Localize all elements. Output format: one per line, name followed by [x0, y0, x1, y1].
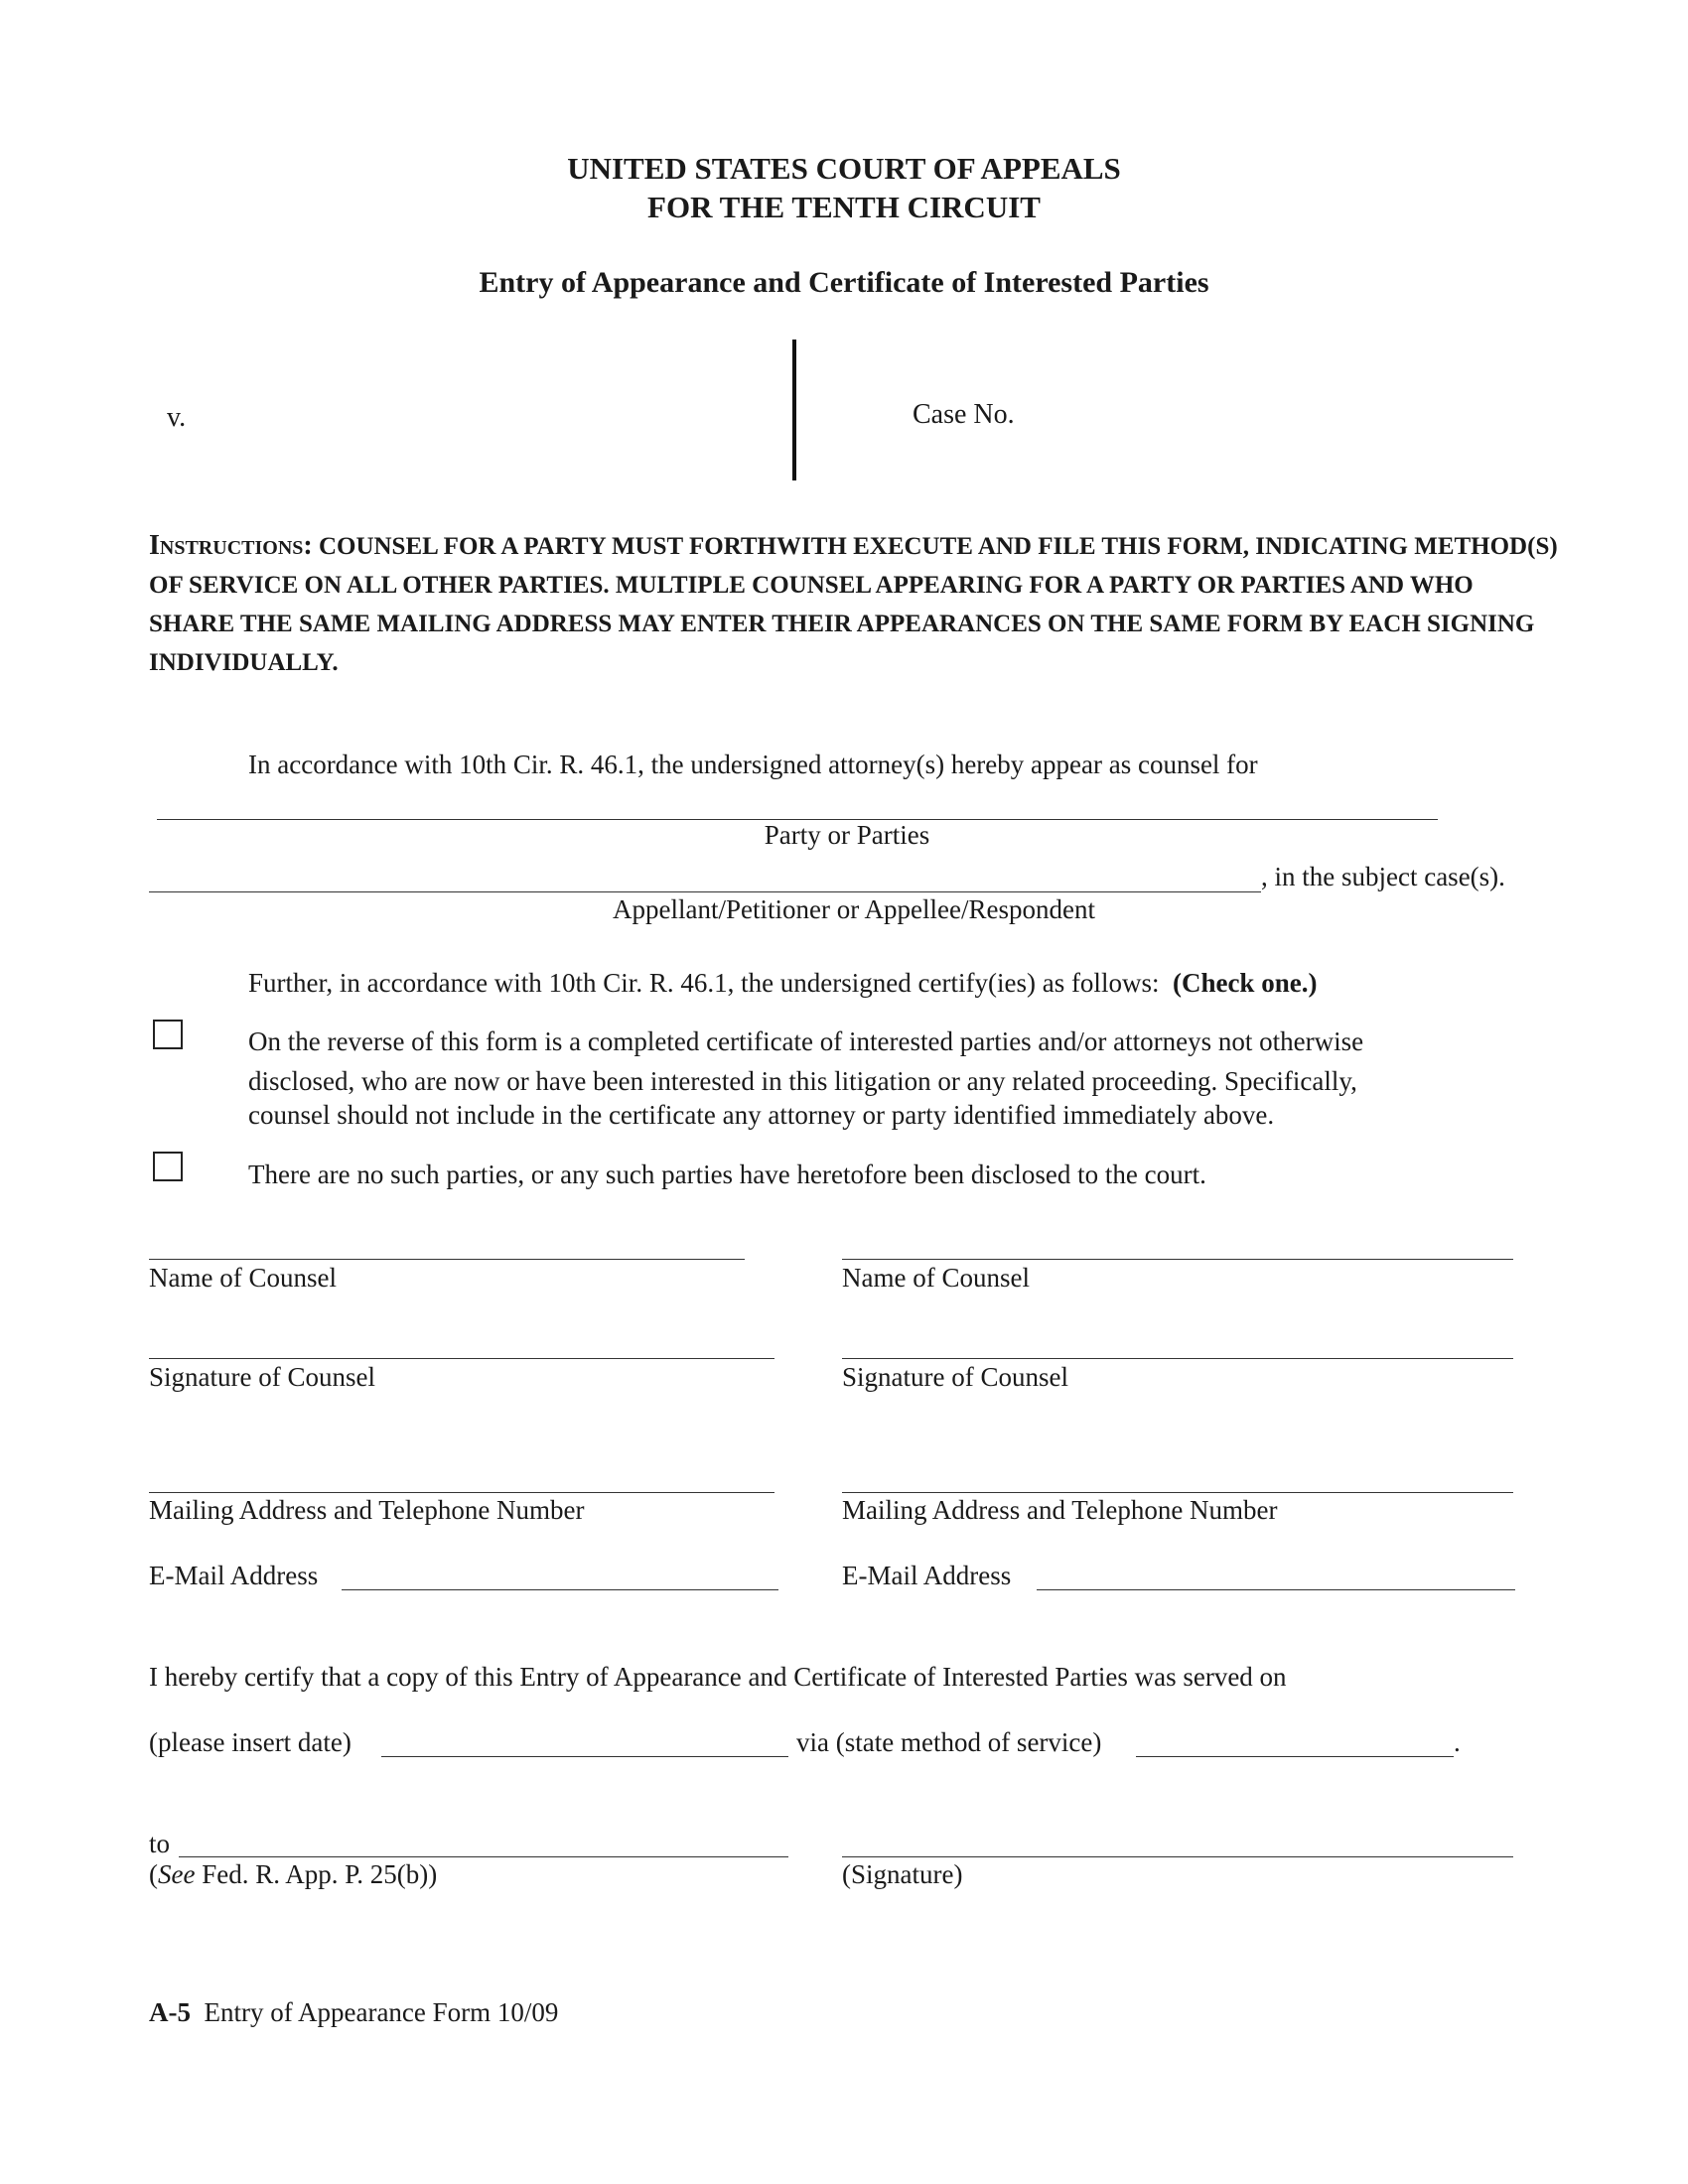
email-label-1: E-Mail Address	[149, 1561, 319, 1590]
signature-caption: (Signature)	[842, 1859, 963, 1889]
rule-citation-see: See	[158, 1859, 196, 1889]
subject-suffix: , in the subject case(s).	[1261, 862, 1505, 891]
rule-citation-open: (	[149, 1859, 158, 1889]
caption-divider	[792, 340, 796, 480]
case-no-label: Case No.	[913, 399, 1015, 430]
email-line-2[interactable]	[1037, 1589, 1515, 1590]
option-no-parties-checkbox[interactable]	[153, 1152, 183, 1181]
service-signature-line[interactable]	[842, 1856, 1513, 1857]
name-of-counsel-label-2: Name of Counsel	[842, 1263, 1030, 1293]
mailing-address-line-2[interactable]	[842, 1492, 1513, 1493]
form-footer-name: Entry of Appearance Form 10/09	[204, 1997, 559, 2027]
option-reverse-line1: On the reverse of this form is a completed certificate of interested parties and/or attorneys not otherwise	[248, 1026, 1364, 1056]
instructions-lead: Instructions:	[149, 530, 313, 561]
form-title: Entry of Appearance and Certificate of Interested Parties	[479, 266, 1209, 299]
service-date-line[interactable]	[381, 1756, 788, 1757]
form-footer	[149, 1997, 558, 2028]
party-caption: Party or Parties	[764, 820, 930, 850]
mailing-address-line-1[interactable]	[149, 1492, 774, 1493]
to-label: to	[149, 1829, 171, 1858]
further-text-body: Further, in accordance with 10th Cir. R. 46.1, the undersigned certify(ies) as follows:	[248, 968, 1160, 998]
option-reverse-line3: counsel should not include in the certificate any attorney or party identified immediately above.	[248, 1100, 1275, 1130]
signature-of-counsel-line-1[interactable]	[149, 1358, 774, 1359]
versus-label: v.	[167, 402, 187, 433]
court-name-line2: FOR THE TENTH CIRCUIT	[647, 190, 1041, 224]
signature-of-counsel-label-1: Signature of Counsel	[149, 1362, 375, 1392]
date-label: (please insert date)	[149, 1727, 352, 1757]
option-reverse-certificate-checkbox[interactable]	[153, 1020, 183, 1049]
mailing-address-label-2: Mailing Address and Telephone Number	[842, 1495, 1278, 1525]
instructions	[149, 526, 1559, 682]
name-of-counsel-label-1: Name of Counsel	[149, 1263, 337, 1293]
further-text	[248, 968, 1317, 999]
email-label-2: E-Mail Address	[842, 1561, 1012, 1590]
email-line-1[interactable]	[342, 1589, 778, 1590]
check-one-label: (Check one.)	[1172, 968, 1318, 998]
rule-citation-text: Fed. R. App. P. 25(b))	[195, 1859, 438, 1889]
court-name-line1: UNITED STATES COURT OF APPEALS	[567, 151, 1121, 186]
name-of-counsel-line-2[interactable]	[842, 1259, 1513, 1260]
method-label: via (state method of service)	[796, 1727, 1102, 1757]
name-of-counsel-line-1[interactable]	[149, 1259, 745, 1260]
served-to-line[interactable]	[179, 1856, 788, 1857]
option-reverse-line2: disclosed, who are now or have been interested in this litigation or any related proceeding. Specifically,	[248, 1066, 1357, 1096]
appearance-intro: In accordance with 10th Cir. R. 46.1, the undersigned attorney(s) hereby appear as counsel for	[248, 750, 1258, 779]
service-method-line[interactable]	[1136, 1756, 1454, 1757]
signature-of-counsel-label-2: Signature of Counsel	[842, 1362, 1068, 1392]
rule-citation	[149, 1859, 437, 1890]
role-caption: Appellant/Petitioner or Appellee/Respondent	[613, 894, 1095, 924]
signature-of-counsel-line-2[interactable]	[842, 1358, 1513, 1359]
option-no-parties-text: There are no such parties, or any such parties have heretofore been disclosed to the court.	[248, 1160, 1206, 1189]
service-certify-text: I hereby certify that a copy of this Entry of Appearance and Certificate of Interested Parties was served on	[149, 1662, 1287, 1692]
mailing-address-label-1: Mailing Address and Telephone Number	[149, 1495, 585, 1525]
instructions-text: COUNSEL FOR A PARTY MUST FORTHWITH EXECUTE AND FILE THIS FORM, INDICATING METHOD(S) OF SERVICE ON ALL OTHER PARTIES. MULTIPLE COUNSEL APPEARING FOR A PARTY OR PARTIES AND WHO SHARE THE SAME MAILING ADDRESS MAY ENTER THEIR APPEARANCES ON THE SAME FORM BY EACH SIGNING INDIVIDUALLY.	[149, 533, 1558, 676]
method-period: .	[1454, 1727, 1461, 1757]
role-line[interactable]	[149, 891, 1261, 892]
form-code: A-5	[149, 1997, 191, 2027]
